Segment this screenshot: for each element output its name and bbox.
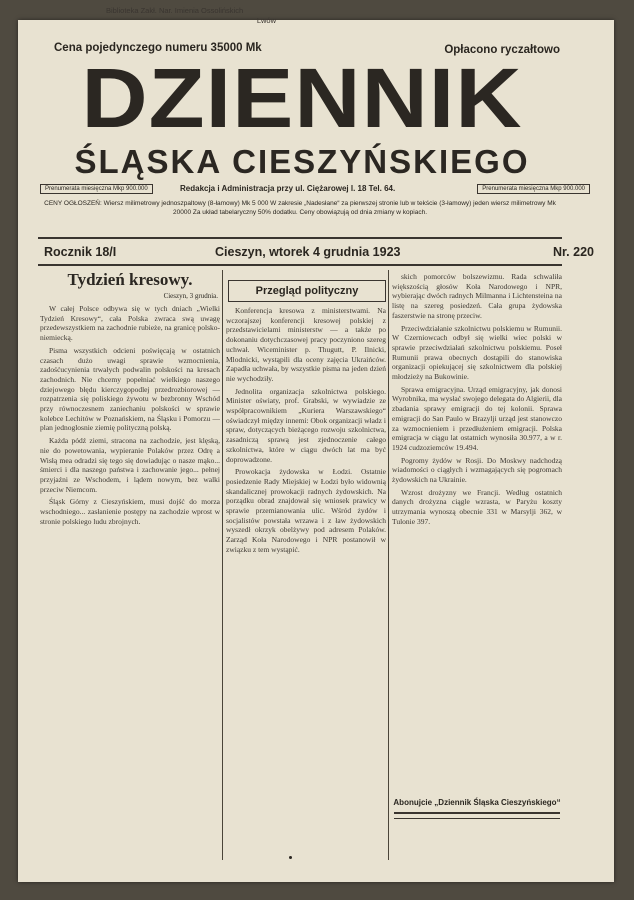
paragraph: Jednolita organizacja szkolnictwa polskiego. Minister oświaty, prof. Grabski, w wywiadzie ze współpracownikiem „Kuriera Warszawskiego“ oświadczył między innemi: Obok organizacji władz i spraw, dotyczących bieżącego rozwoju szkolnictwa, zasadniczą sprawą jest zjednoczenie całego szkolnictwa, które w ciągu dwóch lat ma być doprowadzone.: [226, 386, 386, 464]
paragraph: Konferencja kresowa z ministerstwami. Na wczorajszej konferencji kresowej polskiej z przedstawicielami ministerstw — a także po dokonaniu dotychczasowej pracy poczyniono szereg uchwał. Wiceminister p. Thugutt, P. Ilnicki, Mlodnicki, wystąpili dla oceny zajęcia Ukraińców. Zapadła uchwała, by wszystkie pisma na jeden dzień nie wychodziły.: [226, 306, 386, 383]
article-column-2: [226, 306, 386, 858]
paragraph: Wzrost drożyzny we Francji. Według ostatnich danych drożyzna ciągle wzrasta, w Paryżu koszty utrzymania wynoszą obecnie 331 w Marsylji 362, w Tulonie 397.: [392, 487, 562, 526]
stamp-line-2: Lwów: [256, 16, 276, 25]
article-column-3: [392, 272, 562, 792]
divider-top: [38, 237, 562, 239]
issue-number: Nr. 220: [552, 245, 594, 259]
ad-prices: CENY OGŁOSZEŃ: Wiersz milimetrowy jednoszpaltowy (8-łamowy) Mk 5 000 W zakresie „Nadesłane“ za pierwszej stronie lub w tekście (3-łamowy) jeden wiersz milimetrowy Mk 20000 Za układ tabelaryczny 50% dodatku. Ceny obowiązują od dnia zmiany w kopiach.: [44, 200, 556, 216]
subscription-box-left: Prenumerata miesięczna Mkp 900.000: [40, 184, 153, 194]
stamp-line-1: Biblioteka Zakł. Nar. Imienia Ossolińskich: [106, 6, 244, 15]
paragraph: Każda pódź ziemi, stracona na zachodzie, jest klęską, nie do powetowania, wypieranie Polaków przez Odrę a Wisłą mea odradzi się tego się dowiadując o nasze mąko... śmierci i dla naszego państwa i zachowanie jego... pełnej przyjaźni ze Wschodem, i lądem nowym, bez walki przeciw Niemcom.: [40, 436, 220, 494]
column-rule-2: [388, 270, 389, 860]
issue-price: Cena pojedynczego numeru 35000 Mk: [54, 42, 262, 54]
promo-ornament: [394, 812, 560, 819]
paragraph: Pogromy żydów w Rosji. Do Moskwy nadchodzą wiadomości o ciągłych i wzmagających się pogromach żydowskich na Ukrainie.: [392, 455, 562, 485]
paragraph: Pisma wszystkich odcieni poświęcają w ostatnich czasach dużo uwagi sprawie wzmocnienia, zadośćucynienia trwałych podwalin polskości na kresach zachodnich. Nie chcemy popełniać wielkiego naszego dziejowego błędu kierczygopodlej przedrozbiorowej — rozpatrzenia się poliskiego żywotu w bezbronny Wschód przy równoczesnem zaniechaniu polskości w sprawie kolebce Lechitów w Poznańskiem, na Śląsku i Pomorzu — plan jednoglosnie ziemię polityczną polską.: [40, 345, 220, 433]
paragraph: Śląsk Górny z Cieszyńskiem, musi dojść do morza wschodniego... zasłanienie postępy na zachodzie wprost w stronie polskiego ludu zbrojnych.: [40, 497, 220, 526]
editorial-address: Redakcja i Administracja przy ul. Ciężarowej l. 18 Tel. 64.: [180, 184, 396, 193]
masthead-title: DZIENNIK: [81, 51, 523, 145]
article-heading-kresowy: Tydzień kresowy.: [67, 270, 193, 289]
page-dot: [289, 856, 292, 859]
section-heading-politics: Przegląd polityczny: [228, 280, 386, 302]
paragraph: Sprawa emigracyjna. Urząd emigracyjny, jak donosi Wyrobnika, ma wysłać swojego delegata do Algierii, dla zbadania sprawy emigracji do tej kolonii. Sprawa emigracji do San Paulo w Brazylji urząd jest stanowczo za wzmocnieniem i przedłużeniem emigracji. Polska emigracja w ciągu lat ostatnich wynosiła 30.977, a w r. 1924 cudzoziemców 19.494.: [392, 384, 562, 452]
masthead-subtitle: ŚLĄSKA CIESZYŃSKIEGO: [74, 143, 530, 180]
subscribe-promo: Abonujcie „Dziennik Śląska Cieszyńskiego“: [393, 798, 561, 807]
paragraph: Prowokacja żydowska w Łodzi. Ostatnie posiedzenie Rady Miejskiej w Łodzi było widownią skandalicznej prowokacji radnych żydowskich. Na porządku obrad znajdował się wniosek prawicy w sprawie przemianowania ulic. Wśród żydów i socjalistów powstała wrzawa i z ław żydowskich wyszedł okrzyk obelżywy pod adresem Polaków. Zarząd Koła Narodowego i NPR postanowił w związku z tem wystąpić.: [226, 467, 386, 554]
subscription-box-right: Prenumerata miesięczna Mkp 900.000: [477, 184, 590, 194]
library-stamp: [106, 6, 276, 26]
paragraph: Przeciwdziałanie szkolnictwu polskiemu w Rumunii. W Czerniowcach odbył się wielki wiec polski w sprawie przeciwdziałań szkolnictwu polskiemu. Poseł Rumunii prawa obecnych dostąpili do stanowiska organizacji opiekującej się szkolnictwem dla polskiej młodzieży na Bukowinie.: [392, 323, 562, 382]
paragraph: W całej Polsce odbywa się w tych dniach „Wielki Tydzień Kresowy“, cała Polska zwraca swą uwagę przedewszystkiem na zachodnie rubieże, na granicę polsko-niemiecką.: [40, 304, 220, 343]
postage-note: Opłacono ryczałtowo: [444, 44, 560, 56]
volume-label: Rocznik 18/I: [44, 245, 117, 259]
issue-date: Cieszyn, wtorek 4 grudnia 1923: [215, 245, 401, 259]
divider-bottom: [38, 264, 562, 266]
paragraph: skich pomorców bolszewizmu. Rada schwaliła większością głosów Koła Narodowego i NPR, wybierając dwóch radnych Milmanna i Lichtensteina na listę na szereg posiedzeń. Cała grupa żydowska faszerstwie na stronę przeciw.: [392, 272, 562, 320]
column-rule-1: [222, 270, 223, 860]
article-dateline: Cieszyn, 3 grudnia.: [163, 292, 218, 300]
article-column-1: [40, 304, 220, 856]
